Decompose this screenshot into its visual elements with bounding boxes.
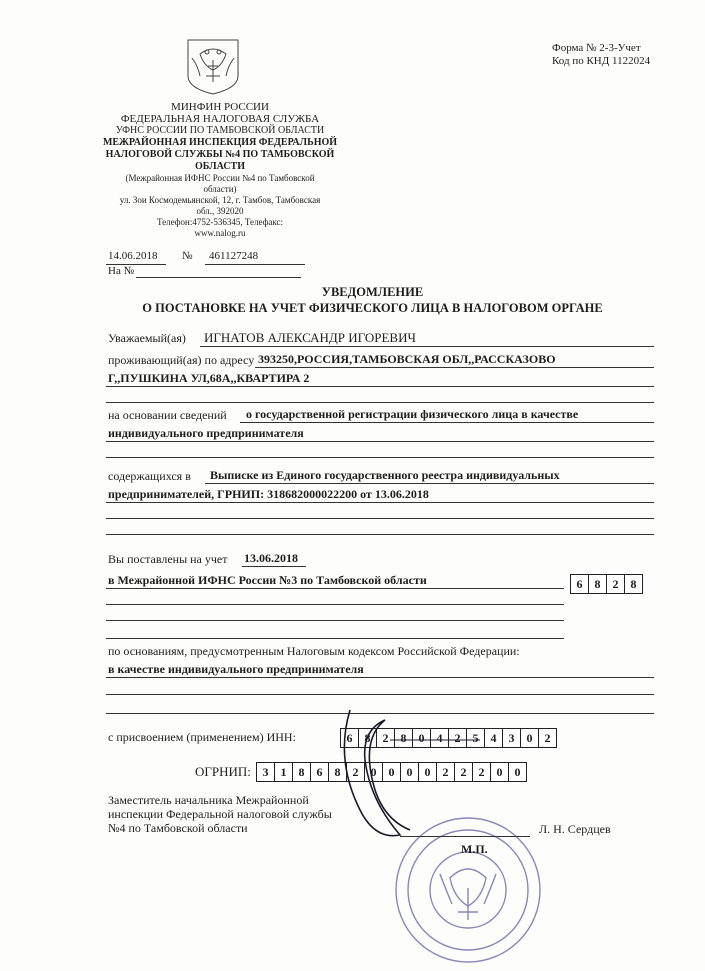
source-label: содержащихся в (108, 469, 191, 483)
inspection-line-1: МЕЖРАЙОННАЯ ИНСПЕКЦИЯ ФЕДЕРАЛЬНОЙ (102, 137, 338, 148)
registration-date: 13.06.2018 (244, 551, 298, 565)
ogrnip-digit: 1 (275, 763, 293, 781)
ogrnip-digit: 0 (491, 763, 509, 781)
ministry: МИНФИН РОССИИ (171, 101, 269, 113)
doc-number: 461127248 (209, 250, 259, 262)
inspection-line-2: НАЛОГОВОЙ СЛУЖБЫ №4 ПО ТАМБОВСКОЙ (105, 149, 335, 160)
coat-of-arms-icon (178, 36, 248, 101)
source-value-2: предпринимателей, ГРНИП: 318682000022200 от 13.06.2018 (108, 487, 429, 501)
form-code (552, 42, 650, 68)
signer-name: Л. Н. Сердцев (539, 822, 611, 836)
person-address-2: Г,,ПУШКИНА УЛ,68А,,КВАРТИРА 2 (108, 371, 310, 385)
ogrnip-digit: 2 (455, 763, 473, 781)
registration-label: Вы поставлены на учет (108, 552, 228, 566)
stamp-placeholder: М.П. (461, 842, 488, 856)
inn-label: с присвоением (применением) ИНН: (108, 730, 296, 744)
inn-digit: 8 (359, 729, 377, 747)
inn-digit: 0 (413, 729, 431, 747)
signer-position (108, 793, 332, 835)
ogrnip-digit: 0 (419, 763, 437, 781)
ogrnip-digit: 2 (347, 763, 365, 781)
inspection-line-3: ОБЛАСТИ (195, 161, 245, 172)
grounds-value: в качестве индивидуального предпринимателя (108, 662, 364, 676)
inn-digit: 2 (377, 729, 395, 747)
inn-digit: 5 (467, 729, 485, 747)
ogrnip-digit: 0 (401, 763, 419, 781)
ogrnip-digit: 8 (329, 763, 347, 781)
ogrnip-digit: 0 (365, 763, 383, 781)
source-value-1: Выписке из Единого государственного реестра индивидуальных (210, 468, 560, 482)
person-label: Уважаемый(ая) (108, 331, 186, 345)
knd-code: Код по КНД 1122024 (552, 55, 651, 67)
basis-label: на основании сведений (108, 408, 227, 422)
person-name: ИГНАТОВ АЛЕКСАНДР ИГОРЕВИЧ (204, 330, 416, 345)
ufns-name: УФНС РОССИИ ПО ТАМБОВСКОЙ ОБЛАСТИ (115, 125, 325, 136)
inn-digit: 2 (544, 731, 551, 745)
inn-digit: 8 (395, 729, 413, 747)
signer-position-3: №4 по Тамбовской области (108, 821, 248, 835)
doc-number-label: № (182, 250, 193, 262)
office-code-digit: 2 (607, 575, 625, 593)
registration-office: в Межрайонной ИФНС России №3 по Тамбовской области (108, 573, 427, 587)
phone: Телефон:4752-536345, Телефакс: (156, 217, 284, 227)
signer-position-2: инспекции Федеральной налоговой службы (108, 807, 332, 821)
address-2: обл., 392020 (196, 206, 244, 216)
office-code-digit: 6 (571, 575, 589, 593)
ogrnip-digit: 6 (311, 763, 329, 781)
ogrnip-digit: 2 (437, 763, 455, 781)
inn-digit: 0 (521, 729, 539, 747)
inn-digit: 6 (341, 729, 359, 747)
authority-header (95, 101, 345, 239)
address-1: ул. Зои Космодемьянской, 12, г. Тамбов, Тамбовская (119, 195, 321, 205)
form-number: Форма № 2-3-Учет (552, 42, 641, 54)
grounds-label: по основаниям, предусмотренным Налоговым кодексом Российской Федерации: (108, 644, 520, 658)
doc-date: 14.06.2018 (108, 250, 158, 262)
inspection-short-1: (Межрайонная ИФНС России №4 по Тамбовской (125, 173, 315, 183)
title (0, 284, 705, 316)
ogrnip-digit: 0 (383, 763, 401, 781)
title-line-2: О ПОСТАНОВКЕ НА УЧЕТ ФИЗИЧЕСКОГО ЛИЦА В НАЛОГОВОМ ОРГАНЕ (142, 301, 603, 315)
signer-position-1: Заместитель начальника Межрайонной (108, 793, 309, 807)
inn-digit: 3 (503, 729, 521, 747)
ogrnip-digit: 8 (293, 763, 311, 781)
title-line-1: УВЕДОМЛЕНИЕ (321, 285, 424, 299)
on-number-label: На № (108, 265, 135, 277)
inn-digit: 4 (431, 729, 449, 747)
ogrnip-digit: 3 (257, 763, 275, 781)
person-address-1: 393250,РОССИЯ,ТАМБОВСКАЯ ОБЛ,,РАССКАЗОВО (258, 352, 556, 366)
basis-value-2: индивидуального предпринимателя (108, 426, 304, 440)
ogrnip-label: ОГРНИП: (195, 764, 251, 779)
office-code-digit: 8 (589, 575, 607, 593)
basis-value-1: о государственной регистрации физического лица в качестве (246, 407, 579, 421)
service-name: ФЕДЕРАЛЬНАЯ НАЛОГОВАЯ СЛУЖБА (120, 113, 320, 125)
inspection-short-2: области) (203, 184, 237, 194)
ogrnip-digit: 2 (473, 763, 491, 781)
office-code-grid (570, 574, 643, 594)
official-stamp-icon (388, 808, 548, 971)
website: www.nalog.ru (194, 228, 246, 238)
office-code-digit: 8 (630, 577, 637, 591)
ogrnip-digit: 0 (514, 765, 521, 779)
inn-digit: 2 (449, 729, 467, 747)
inn-digit: 4 (485, 729, 503, 747)
address-label: проживающий(ая) по адресу (108, 353, 255, 367)
